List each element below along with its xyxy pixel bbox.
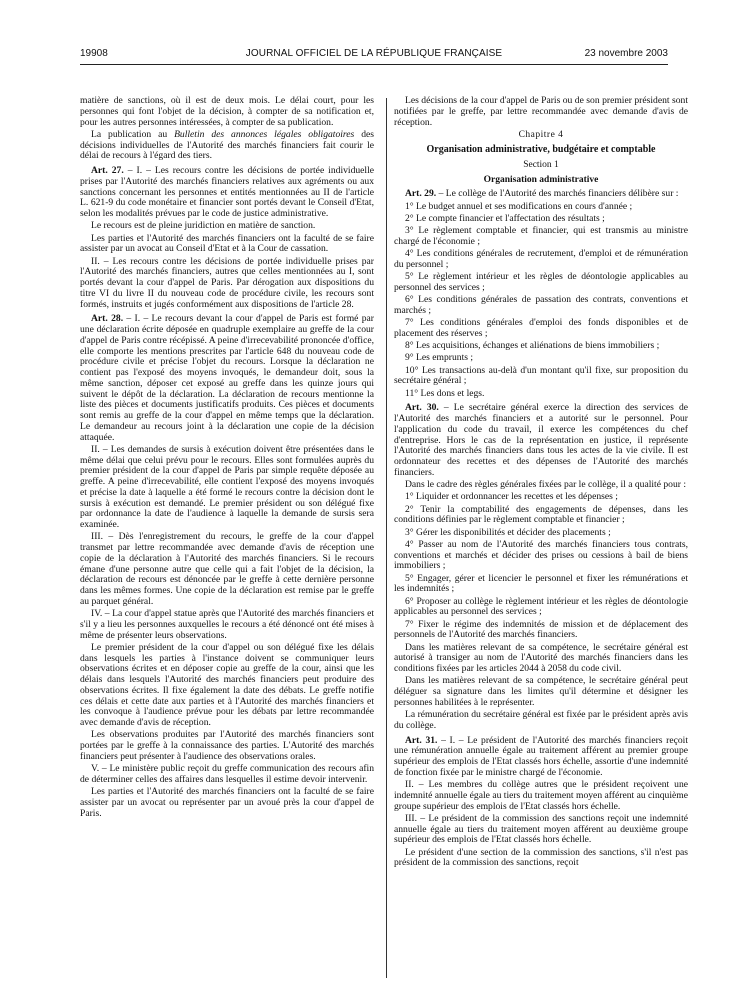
body-paragraph: Le président d'une section de la commission des sanctions, s'il n'est pas président de la commission des sanctions, reçoit: [394, 846, 688, 869]
body-paragraph: matière de sanctions, où il est de deux mois. Le délai court, pour les personnes qui font l'objet de la décision, à compter de sa notification et, pour les autres personnes intéressées, à compter de sa publication.: [80, 96, 374, 128]
body-paragraph: 5° Le règlement intérieur et les règles de déontologie applicables au personnel des services ;: [394, 271, 688, 293]
section-title-heading: Organisation administrative: [483, 174, 599, 185]
article-paragraph: [394, 403, 688, 478]
body-paragraph: 7° Fixer le régime des indemnités de mission et de déplacement des personnels de l'Autorité des marchés financiers.: [394, 618, 688, 641]
body-paragraph: 2° Le compte financier et l'affectation des résultats ;: [405, 212, 605, 224]
paragraph-text: La publication au: [91, 128, 175, 140]
body-paragraph: 1° Le budget annuel et ses modifications en cours d'année ;: [405, 200, 633, 212]
page-number: 19908: [80, 48, 108, 59]
body-paragraph: 3° Gérer les disponibilités et décider des placements ;: [405, 526, 611, 538]
body-paragraph: 2° Tenir la comptabilité des engagements de dépenses, dans les conditions définies par le règlement comptable et financier ;: [394, 503, 688, 526]
article-label: Art. 27.: [91, 165, 124, 176]
body-paragraph: V. – Le ministère public reçoit du greffe communication des recours afin de déterminer celles des affaires dans lesquelles il estime devoir intervenir.: [80, 763, 374, 785]
article-text: – I. – Les recours contre les décisions de portée individuelle prises par l'Autorité des marchés financiers relatives aux agréments ou aux sanctions concernant les personnes et entités mentionnées au II de l'article L. 621-9 du code monétaire et financier sont portés devant le Conseil d'Etat, selon les modalités prévues par le code de justice administrative.: [80, 165, 374, 219]
chapter-heading: Chapitre 4: [518, 130, 564, 141]
journal-title: JOURNAL OFFICIEL DE LA RÉPUBLIQUE FRANÇAISE: [245, 48, 503, 59]
chapter-title-heading: Organisation administrative, budgétaire et comptable: [426, 144, 656, 155]
publication-date: 23 novembre 2003: [584, 48, 668, 59]
article-paragraph: [80, 314, 374, 443]
article-label: Art. 30.: [405, 402, 439, 414]
body-paragraph: 9° Les emprunts ;: [405, 352, 474, 364]
article-label: Art. 29.: [405, 188, 437, 200]
article-text: – I. – Le président de l'Autorité des marchés financiers reçoit une rémunération annuelle égale au traitement afférent au premier groupe supérieur des emplois de l'Etat classés hors échelle, assortie d'une indemnité de fonction fixée par le ministre chargé de l'économie.: [394, 734, 688, 778]
body-paragraph: 7° Les conditions générales d'emploi des fonds disponibles et de placement des réserves ;: [394, 317, 688, 339]
body-paragraph: 11° Les dons et legs.: [405, 387, 485, 399]
body-paragraph: La rémunération du secrétaire général est fixée par le président après avis du collège.: [394, 709, 688, 731]
body-paragraph: 1° Liquider et ordonnancer les recettes et les dépenses ;: [405, 491, 618, 503]
body-paragraph: Le premier président de la cour d'appel ou son délégué fixe les délais dans lesquels les parties à l'instance doivent se communiquer leurs observations écrites et en déposer copie au greffe de la cour, ainsi que les délais dans lesquels l'Autorité des marchés financiers peut produire des observations écrites. Il fixe également la date des débats. Le greffe notifie ces délais et cette date aux parties et à l'Autorité des marchés financiers et les convoque à l'audience prévue pour les débats par lettre recommandée avec demande d'avis de réception.: [80, 641, 374, 728]
column-divider: [386, 98, 387, 978]
body-paragraph: Le recours est de pleine juridiction en matière de sanction.: [91, 220, 316, 232]
body-paragraph: III. – Dès l'enregistrement du recours, le greffe de la cour d'appel transmet par lettre recommandée avec demande d'avis de réception une copie de la déclaration à l'Autorité des marchés financiers. Si le recours émane d'une personne autre que celle qui a fait l'objet de la décision, la déclaration de recours est dénoncée par le greffe à cette dernière personne dans les mêmes formes. Une copie de la déclaration est remise par le greffe au parquet général.: [80, 531, 374, 607]
body-paragraph: Les parties et l'Autorité des marchés financiers ont la faculté de se faire assister par un avocat ou représenter par un avoué près la cour d'appel de Paris.: [80, 786, 374, 819]
body-paragraph: 8° Les acquisitions, échanges et aliénations de biens immobiliers ;: [405, 340, 660, 351]
article-text: – I. – Le recours devant la cour d'appel de Paris est formé par une déclaration écrite déposée en quadruple exemplaire au greffe de la cour d'appel de Paris contre récépissé. A peine d'irrecevabilité prononcée d'office, elle comporte les mentions prescrites par l'article 648 du nouveau code de procédure civile et précise l'objet du recours. Lorsque la déclaration ne contient pas l'exposé des moyens invoqués, le demandeur doit, sous la même sanction, déposer cet exposé au greffe dans les quinze jours qui suivent le dépôt de la déclaration. La déclaration de recours mentionne la liste des pièces et documents justificatifs produits. Ces pièces et documents sont remis au greffe de la cour d'appel en même temps que la déclaration. Le demandeur au recours joint à la déclaration une copie de la décision attaquée.: [80, 313, 374, 443]
body-paragraph: Dans les matières relevant de sa compétence, le secrétaire général est autorisé à transiger au nom de l'Autorité des marchés financiers dans les conditions fixées par les articles 2044 à 2058 du code civil.: [394, 641, 688, 674]
article-paragraph: [394, 189, 688, 200]
article-text: – Le secrétaire général exerce la direction des services de l'Autorité des marchés financiers et a autorité sur le personnel. Pour l'application du code du travail, il exerce les compétences du chef d'entreprise. Hors le cas de la représentation en justice, il représente l'Autorité des marchés financiers dans tous les actes de la vie civile. Il est ordonnateur des recettes et des dépenses de l'Autorité des marchés financiers.: [394, 402, 688, 478]
article-paragraph: [80, 166, 374, 220]
body-paragraph: 4° Passer au nom de l'Autorité des marchés financiers tous contrats, conventions et marchés et décider des prises ou cessions à bail de biens immobiliers ;: [394, 538, 688, 572]
body-paragraph: 6° Les conditions générales de passation des contrats, conventions et marchés ;: [394, 294, 688, 316]
body-paragraph: Dans le cadre des règles générales fixées par le collège, il a qualité pour :: [405, 479, 687, 490]
article-label: Art. 28.: [91, 313, 124, 325]
publication-title: Bulletin des annonces légales obligatoires: [174, 128, 355, 140]
article-paragraph: [394, 736, 688, 779]
body-paragraph: 4° Les conditions générales de recrutement, d'emploi et de rémunération du personnel ;: [394, 248, 688, 270]
paragraph-text: des décisions individuelles de l'Autorité des marchés financiers fait courir le délai de recours à l'égard des tiers.: [80, 128, 374, 162]
body-paragraph: II. – Les demandes de sursis à exécution doivent être présentées dans le même délai que celui prévu pour le recours. Elles sont formulées auprès du premier président de la cour d'appel de Paris par simple requête déposée au greffe. A peine d'irrecevabilité, elle contient l'exposé des moyens invoqués et précise la date à laquelle a été formé le recours contre la décision dont le sursis à exécution est demandé. Le premier président ou son délégué fixe par ordonnance la date de l'audience à laquelle la demande de sursis sera examinée.: [80, 443, 374, 530]
header-rule: [80, 64, 668, 65]
page-header: [80, 48, 668, 64]
body-paragraph: [80, 130, 374, 162]
body-paragraph: Les observations produites par l'Autorité des marchés financiers sont portées par le greffe à la connaissance des parties. L'Autorité des marchés financiers peut présenter à l'audience des observations orales.: [80, 729, 374, 762]
body-paragraph: IV. – La cour d'appel statue après que l'Autorité des marchés financiers et s'il y a lieu les personnes auxquelles le recours a été dénoncé ont été mises à même de présenter leurs observations.: [80, 608, 374, 641]
body-paragraph: II. – Les membres du collège autres que le président reçoivent une indemnité annuelle égale au tiers du traitement moyen afférent au cinquième groupe supérieur des emplois de l'Etat classés hors échelle.: [394, 779, 688, 812]
article-text: – Le collège de l'Autorité des marchés financiers délibère sur :: [436, 188, 679, 200]
body-paragraph: III. – Le président de la commission des sanctions reçoit une indemnité annuelle égale au tiers du traitement moyen afférent au deuxième groupe supérieur des emplois de l'Etat classés hors échelle.: [394, 812, 688, 846]
article-label: Art. 31.: [405, 734, 438, 746]
body-paragraph: Les décisions de la cour d'appel de Paris ou de son premier président sont notifiées par le greffe, par lettre recommandée avec demande d'avis de réception.: [394, 96, 688, 128]
left-text-column: [80, 96, 374, 980]
body-paragraph: 3° Le règlement comptable et financier, qui est transmis au ministre chargé de l'économie ;: [394, 225, 688, 247]
body-paragraph: 6° Proposer au collège le règlement intérieur et les règles de déontologie applicables au personnel des services ;: [394, 595, 688, 618]
body-paragraph: Dans les matières relevant de sa compétence, le secrétaire général peut déléguer sa signature dans les limites qu'il détermine et désigner les personnes habilitées à le représenter.: [394, 675, 688, 708]
body-paragraph: 10° Les transactions au-delà d'un montant qu'il fixe, sur proposition du secrétaire général ;: [394, 364, 688, 387]
body-paragraph: Les parties et l'Autorité des marchés financiers ont la faculté de se faire assister par un avocat au Conseil d'Etat et à la Cour de cassation.: [80, 232, 374, 255]
right-text-column: [394, 96, 688, 980]
body-paragraph: 5° Engager, gérer et licencier le personnel et fixer les rémunérations et les indemnités ;: [394, 572, 688, 595]
body-paragraph: II. – Les recours contre les décisions de portée individuelle prises par l'Autorité des marchés financiers, autres que celles mentionnées au I, sont portés devant la cour d'appel de Paris. Par dérogation aux dispositions du titre VI du livre II du nouveau code de procédure civile, les recours sont formés, instruits et jugés conformément aux dispositions de l'article 28.: [80, 255, 374, 310]
section-heading: Section 1: [523, 159, 559, 170]
